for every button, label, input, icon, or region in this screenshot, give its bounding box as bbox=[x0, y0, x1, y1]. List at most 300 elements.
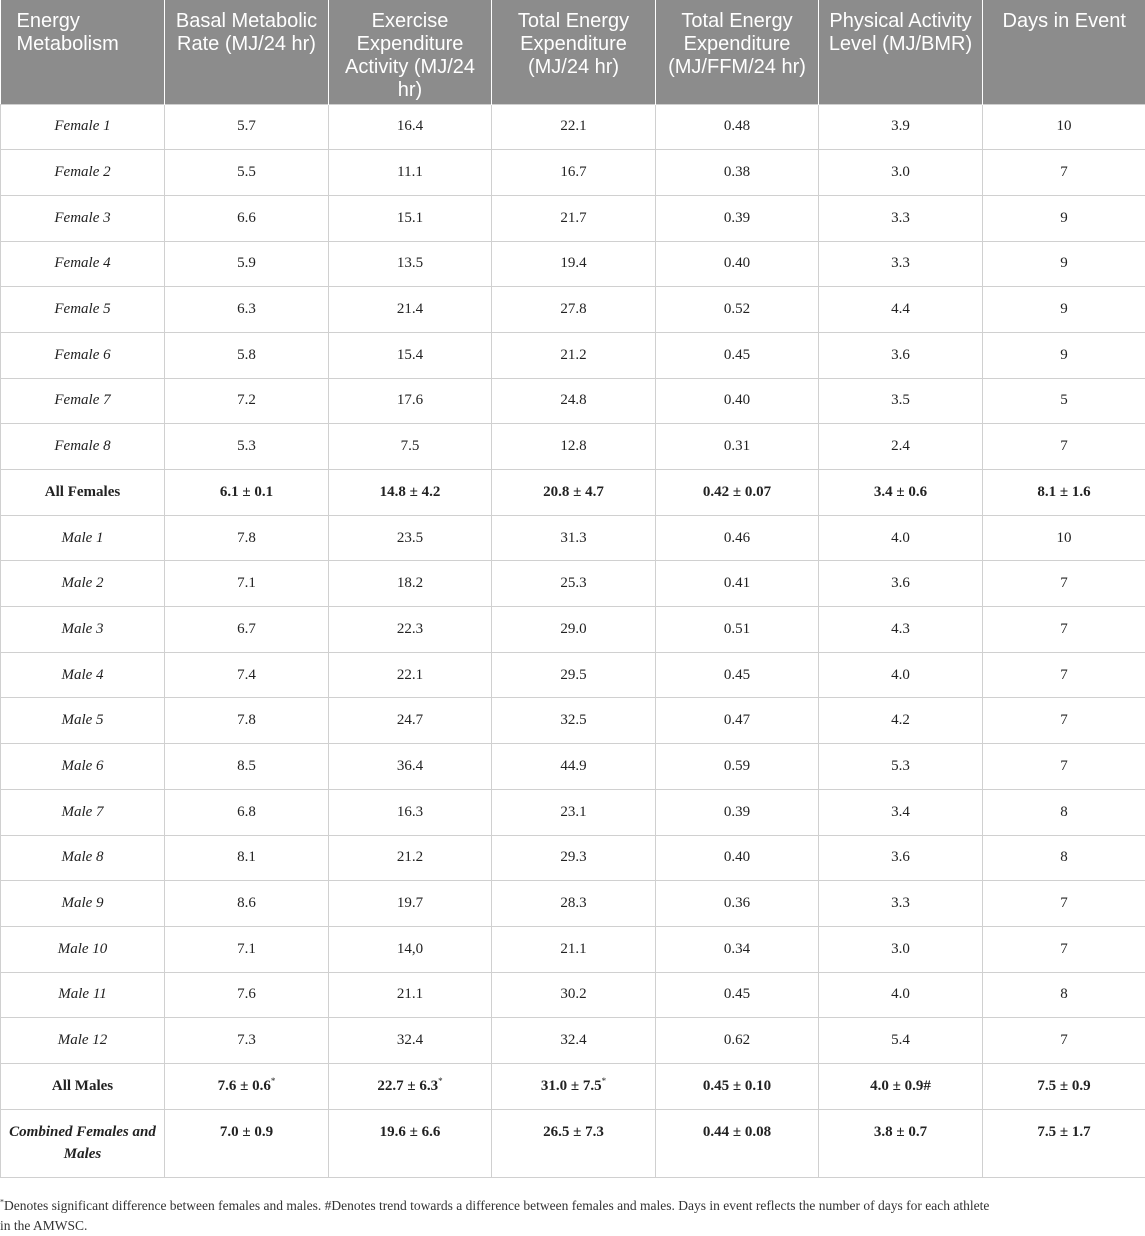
table-cell bbox=[983, 104, 1145, 150]
cell-value: 0.38 bbox=[724, 164, 750, 180]
table-cell bbox=[165, 150, 329, 196]
cell-value: 7 bbox=[1060, 164, 1068, 180]
row-label-cell bbox=[1, 1063, 165, 1109]
cell-value: 0.51 bbox=[724, 621, 750, 637]
row-label-cell bbox=[1, 881, 165, 927]
cell-value: 21.2 bbox=[397, 849, 423, 865]
cell-value: 5.4 bbox=[891, 1032, 910, 1048]
cell-value: 3.5 bbox=[891, 392, 910, 408]
cell-value: 22.7 ± 6.3 bbox=[377, 1078, 438, 1094]
table-cell bbox=[656, 104, 819, 150]
cell-value: 9 bbox=[1060, 255, 1068, 271]
row-label-cell bbox=[1, 652, 165, 698]
significance-mark: * bbox=[271, 1076, 276, 1086]
significance-mark: * bbox=[438, 1076, 443, 1086]
table-cell bbox=[819, 1018, 983, 1064]
cell-value: 0.47 bbox=[724, 712, 750, 728]
cell-value: 15.1 bbox=[397, 210, 423, 226]
table-cell bbox=[329, 744, 492, 790]
table-cell bbox=[656, 607, 819, 653]
table-cell bbox=[983, 241, 1145, 287]
table-row bbox=[1, 195, 1145, 241]
cell-value: 7.3 bbox=[237, 1032, 256, 1048]
table-cell bbox=[656, 332, 819, 378]
table-cell bbox=[492, 926, 656, 972]
header-cell: Total Energy Expenditure (MJ/24 hr) bbox=[492, 0, 656, 104]
table-cell bbox=[329, 515, 492, 561]
table-cell bbox=[492, 789, 656, 835]
table-cell bbox=[492, 698, 656, 744]
table-cell bbox=[983, 1018, 1145, 1064]
table-cell bbox=[165, 972, 329, 1018]
table-row bbox=[1, 698, 1145, 744]
table-cell bbox=[656, 287, 819, 333]
cell-value: 15.4 bbox=[397, 347, 423, 363]
table-cell bbox=[165, 607, 329, 653]
cell-value: 6.3 bbox=[237, 301, 256, 317]
table-cell bbox=[656, 1063, 819, 1109]
header-cell: Physical Activity Level (MJ/BMR) bbox=[819, 0, 983, 104]
table-cell bbox=[819, 561, 983, 607]
table-cell bbox=[656, 470, 819, 516]
cell-value: 29.5 bbox=[560, 667, 586, 683]
cell-value: 8.5 bbox=[237, 758, 256, 774]
table-cell bbox=[165, 1063, 329, 1109]
table-cell bbox=[165, 835, 329, 881]
row-label: Male 11 bbox=[58, 986, 106, 1002]
table-cell bbox=[329, 561, 492, 607]
cell-value: 3.3 bbox=[891, 255, 910, 271]
cell-value: 9 bbox=[1060, 347, 1068, 363]
table-cell bbox=[983, 1063, 1145, 1109]
cell-value: 29.3 bbox=[560, 849, 586, 865]
table-cell bbox=[819, 1109, 983, 1177]
cell-value: 19.7 bbox=[397, 895, 423, 911]
table-cell bbox=[492, 195, 656, 241]
table-row bbox=[1, 972, 1145, 1018]
table-cell bbox=[165, 195, 329, 241]
row-label-cell bbox=[1, 515, 165, 561]
cell-value: 8.1 bbox=[237, 849, 256, 865]
row-label-cell bbox=[1, 789, 165, 835]
cell-value: 9 bbox=[1060, 301, 1068, 317]
table-cell bbox=[983, 607, 1145, 653]
table-cell bbox=[819, 926, 983, 972]
cell-value: 13.5 bbox=[397, 255, 423, 271]
table-cell bbox=[165, 1109, 329, 1177]
row-label: Male 8 bbox=[61, 849, 103, 865]
table-cell bbox=[492, 744, 656, 790]
table-row bbox=[1, 104, 1145, 150]
table-row bbox=[1, 515, 1145, 561]
cell-value: 16.3 bbox=[397, 804, 423, 820]
table-cell bbox=[329, 607, 492, 653]
cell-value: 36.4 bbox=[397, 758, 423, 774]
cell-value: 0.40 bbox=[724, 392, 750, 408]
cell-value: 7.2 bbox=[237, 392, 256, 408]
table-cell bbox=[492, 561, 656, 607]
table-row bbox=[1, 789, 1145, 835]
table-cell bbox=[819, 515, 983, 561]
table-cell bbox=[492, 241, 656, 287]
row-label: Male 7 bbox=[61, 804, 103, 820]
table-cell bbox=[983, 515, 1145, 561]
cell-value: 6.6 bbox=[237, 210, 256, 226]
row-label: Male 5 bbox=[61, 712, 103, 728]
cell-value: 21.7 bbox=[560, 210, 586, 226]
table-cell bbox=[329, 104, 492, 150]
table-cell bbox=[656, 881, 819, 927]
cell-value: 16.7 bbox=[560, 164, 586, 180]
cell-value: 0.48 bbox=[724, 118, 750, 134]
header-cell: Days in Event bbox=[983, 0, 1145, 104]
table-cell bbox=[656, 652, 819, 698]
row-label: Female 2 bbox=[54, 164, 110, 180]
table-cell bbox=[983, 789, 1145, 835]
table-cell bbox=[656, 561, 819, 607]
cell-value: 9 bbox=[1060, 210, 1068, 226]
row-label-cell bbox=[1, 150, 165, 196]
table-cell bbox=[656, 1109, 819, 1177]
table-cell bbox=[165, 104, 329, 150]
table-row bbox=[1, 424, 1145, 470]
table-cell bbox=[329, 926, 492, 972]
table-cell bbox=[656, 424, 819, 470]
table-cell bbox=[329, 195, 492, 241]
cell-value: 0.39 bbox=[724, 210, 750, 226]
cell-value: 0.52 bbox=[724, 301, 750, 317]
table-row bbox=[1, 881, 1145, 927]
table-cell bbox=[819, 332, 983, 378]
row-label-cell bbox=[1, 972, 165, 1018]
table-row bbox=[1, 287, 1145, 333]
table-cell bbox=[983, 195, 1145, 241]
cell-value: 32.4 bbox=[397, 1032, 423, 1048]
table-cell bbox=[492, 424, 656, 470]
cell-value: 7 bbox=[1060, 1032, 1068, 1048]
table-cell bbox=[983, 972, 1145, 1018]
table-cell bbox=[165, 332, 329, 378]
cell-value: 4.4 bbox=[891, 301, 910, 317]
cell-value: 20.8 ± 4.7 bbox=[543, 484, 604, 500]
cell-value: 5.3 bbox=[237, 438, 256, 454]
table-footnote bbox=[0, 1196, 1120, 1236]
table-cell bbox=[656, 972, 819, 1018]
cell-value: 7.5 ± 1.7 bbox=[1037, 1124, 1090, 1140]
header-row bbox=[1, 0, 1145, 104]
cell-value: 7.8 bbox=[237, 712, 256, 728]
table-cell bbox=[165, 515, 329, 561]
cell-value: 7.6 ± 0.6 bbox=[218, 1078, 271, 1094]
table-cell bbox=[656, 1018, 819, 1064]
cell-value: 31.3 bbox=[560, 530, 586, 546]
cell-value: 12.8 bbox=[560, 438, 586, 454]
cell-value: 3.3 bbox=[891, 210, 910, 226]
cell-value: 0.45 ± 0.10 bbox=[703, 1078, 771, 1094]
cell-value: 4.0 ± 0.9# bbox=[870, 1078, 931, 1094]
cell-value: 24.8 bbox=[560, 392, 586, 408]
row-label: Female 7 bbox=[54, 392, 110, 408]
table-cell bbox=[819, 287, 983, 333]
cell-value: 7.4 bbox=[237, 667, 256, 683]
table-cell bbox=[165, 287, 329, 333]
cell-value: 19.6 ± 6.6 bbox=[380, 1124, 441, 1140]
row-label: Female 8 bbox=[54, 438, 110, 454]
table-row bbox=[1, 744, 1145, 790]
row-label: Female 4 bbox=[54, 255, 110, 271]
header-cell: Energy Metabolism bbox=[1, 0, 165, 104]
cell-value: 6.7 bbox=[237, 621, 256, 637]
row-label: Male 3 bbox=[61, 621, 103, 637]
table-cell bbox=[656, 926, 819, 972]
table-row bbox=[1, 332, 1145, 378]
table-cell bbox=[492, 470, 656, 516]
cell-value: 21.2 bbox=[560, 347, 586, 363]
cell-value: 7.6 bbox=[237, 986, 256, 1002]
cell-value: 10 bbox=[1057, 530, 1072, 546]
cell-value: 7 bbox=[1060, 667, 1068, 683]
cell-value: 0.59 bbox=[724, 758, 750, 774]
row-label: Male 2 bbox=[61, 575, 103, 591]
row-label-cell bbox=[1, 698, 165, 744]
cell-value: 0.46 bbox=[724, 530, 750, 546]
cell-value: 0.45 bbox=[724, 986, 750, 1002]
table-cell bbox=[819, 835, 983, 881]
table-cell bbox=[983, 698, 1145, 744]
table-cell bbox=[165, 241, 329, 287]
cell-value: 19.4 bbox=[560, 255, 586, 271]
table-cell bbox=[329, 698, 492, 744]
header-cell: Total Energy Expenditure (MJ/FFM/24 hr) bbox=[656, 0, 819, 104]
cell-value: 3.6 bbox=[891, 347, 910, 363]
cell-value: 31.0 ± 7.5 bbox=[541, 1078, 602, 1094]
cell-value: 5.5 bbox=[237, 164, 256, 180]
header-cell: Exercise Expenditure Activity (MJ/24 hr) bbox=[329, 0, 492, 104]
row-label: All Females bbox=[45, 484, 120, 500]
cell-value: 5.3 bbox=[891, 758, 910, 774]
table-cell bbox=[819, 698, 983, 744]
cell-value: 14,0 bbox=[397, 941, 423, 957]
row-label: Male 12 bbox=[58, 1032, 108, 1048]
table-cell bbox=[983, 652, 1145, 698]
table-cell bbox=[656, 378, 819, 424]
table-row bbox=[1, 835, 1145, 881]
row-label: Male 9 bbox=[61, 895, 103, 911]
cell-value: 23.5 bbox=[397, 530, 423, 546]
cell-value: 8.1 ± 1.6 bbox=[1037, 484, 1090, 500]
cell-value: 29.0 bbox=[560, 621, 586, 637]
table-cell bbox=[492, 332, 656, 378]
cell-value: 6.1 ± 0.1 bbox=[220, 484, 273, 500]
table-cell bbox=[492, 1018, 656, 1064]
table-row bbox=[1, 561, 1145, 607]
cell-value: 0.45 bbox=[724, 667, 750, 683]
row-label-cell bbox=[1, 424, 165, 470]
cell-value: 7 bbox=[1060, 575, 1068, 591]
cell-value: 8.6 bbox=[237, 895, 256, 911]
cell-value: 22.1 bbox=[397, 667, 423, 683]
table-cell bbox=[819, 241, 983, 287]
cell-value: 7.1 bbox=[237, 575, 256, 591]
table-body bbox=[1, 104, 1145, 1177]
table-row bbox=[1, 1018, 1145, 1064]
table-cell bbox=[983, 150, 1145, 196]
cell-value: 28.3 bbox=[560, 895, 586, 911]
table-cell bbox=[165, 698, 329, 744]
table-row bbox=[1, 378, 1145, 424]
row-label: Female 6 bbox=[54, 347, 110, 363]
row-label-cell bbox=[1, 241, 165, 287]
header-cell: Basal Metabolic Rate (MJ/24 hr) bbox=[165, 0, 329, 104]
table-cell bbox=[819, 744, 983, 790]
row-label: Female 5 bbox=[54, 301, 110, 317]
cell-value: 14.8 ± 4.2 bbox=[380, 484, 441, 500]
row-label: Male 4 bbox=[61, 667, 103, 683]
cell-value: 7 bbox=[1060, 941, 1068, 957]
cell-value: 0.40 bbox=[724, 849, 750, 865]
table-cell bbox=[983, 332, 1145, 378]
cell-value: 21.1 bbox=[397, 986, 423, 1002]
cell-value: 8 bbox=[1060, 849, 1068, 865]
row-label-cell bbox=[1, 1109, 165, 1177]
table-header bbox=[1, 0, 1145, 104]
cell-value: 4.0 bbox=[891, 530, 910, 546]
cell-value: 0.62 bbox=[724, 1032, 750, 1048]
table-row bbox=[1, 241, 1145, 287]
table-cell bbox=[165, 378, 329, 424]
cell-value: 7 bbox=[1060, 712, 1068, 728]
table-cell bbox=[329, 972, 492, 1018]
cell-value: 3.3 bbox=[891, 895, 910, 911]
row-label-cell bbox=[1, 104, 165, 150]
row-label: Male 10 bbox=[58, 941, 108, 957]
table-row bbox=[1, 926, 1145, 972]
table-cell bbox=[492, 378, 656, 424]
cell-value: 23.1 bbox=[560, 804, 586, 820]
table-row bbox=[1, 607, 1145, 653]
table-cell bbox=[983, 424, 1145, 470]
footnote-line-2: in the AMWSC. bbox=[0, 1218, 87, 1233]
table-cell bbox=[819, 881, 983, 927]
cell-value: 0.36 bbox=[724, 895, 750, 911]
cell-value: 17.6 bbox=[397, 392, 423, 408]
table-cell bbox=[165, 744, 329, 790]
cell-value: 3.0 bbox=[891, 164, 910, 180]
cell-value: 3.9 bbox=[891, 118, 910, 134]
table-cell bbox=[165, 926, 329, 972]
table-cell bbox=[492, 1063, 656, 1109]
table-cell bbox=[819, 1063, 983, 1109]
table-cell bbox=[329, 881, 492, 927]
table-cell bbox=[492, 881, 656, 927]
cell-value: 6.8 bbox=[237, 804, 256, 820]
table-cell bbox=[819, 378, 983, 424]
table-cell bbox=[983, 470, 1145, 516]
row-label-cell bbox=[1, 607, 165, 653]
cell-value: 4.0 bbox=[891, 986, 910, 1002]
cell-value: 22.3 bbox=[397, 621, 423, 637]
table-cell bbox=[983, 1109, 1145, 1177]
cell-value: 2.4 bbox=[891, 438, 910, 454]
row-label-cell bbox=[1, 1018, 165, 1064]
row-label-cell bbox=[1, 332, 165, 378]
summary-row bbox=[1, 470, 1145, 516]
table-cell bbox=[329, 378, 492, 424]
table-cell bbox=[819, 789, 983, 835]
combined-row bbox=[1, 1109, 1145, 1177]
table-cell bbox=[492, 515, 656, 561]
cell-value: 32.4 bbox=[560, 1032, 586, 1048]
cell-value: 0.44 ± 0.08 bbox=[703, 1124, 771, 1140]
table-cell bbox=[329, 652, 492, 698]
table-cell bbox=[165, 789, 329, 835]
table-cell bbox=[656, 515, 819, 561]
cell-value: 3.0 bbox=[891, 941, 910, 957]
cell-value: 7.5 ± 0.9 bbox=[1037, 1078, 1090, 1094]
table-cell bbox=[492, 150, 656, 196]
row-label-cell bbox=[1, 378, 165, 424]
footnote-mark: * bbox=[0, 1198, 4, 1207]
cell-value: 4.0 bbox=[891, 667, 910, 683]
table-cell bbox=[656, 744, 819, 790]
cell-value: 4.3 bbox=[891, 621, 910, 637]
cell-value: 7 bbox=[1060, 895, 1068, 911]
cell-value: 5.9 bbox=[237, 255, 256, 271]
cell-value: 7 bbox=[1060, 758, 1068, 774]
table-cell bbox=[492, 652, 656, 698]
table-cell bbox=[329, 789, 492, 835]
row-label: Male 1 bbox=[61, 530, 103, 546]
table-cell bbox=[329, 1109, 492, 1177]
cell-value: 0.34 bbox=[724, 941, 750, 957]
cell-value: 7 bbox=[1060, 438, 1068, 454]
cell-value: 0.42 ± 0.07 bbox=[703, 484, 771, 500]
cell-value: 8 bbox=[1060, 804, 1068, 820]
cell-value: 3.4 ± 0.6 bbox=[874, 484, 927, 500]
cell-value: 7.1 bbox=[237, 941, 256, 957]
table-cell bbox=[492, 1109, 656, 1177]
row-label: Male 6 bbox=[61, 758, 103, 774]
cell-value: 7 bbox=[1060, 621, 1068, 637]
table-cell bbox=[656, 150, 819, 196]
row-label-cell bbox=[1, 287, 165, 333]
cell-value: 25.3 bbox=[560, 575, 586, 591]
cell-value: 24.7 bbox=[397, 712, 423, 728]
table-row bbox=[1, 150, 1145, 196]
row-label-cell bbox=[1, 835, 165, 881]
cell-value: 0.40 bbox=[724, 255, 750, 271]
cell-value: 10 bbox=[1057, 118, 1072, 134]
row-label: Combined Females and Males bbox=[9, 1124, 156, 1162]
cell-value: 21.4 bbox=[397, 301, 423, 317]
cell-value: 3.4 bbox=[891, 804, 910, 820]
cell-value: 16.4 bbox=[397, 118, 423, 134]
cell-value: 3.8 ± 0.7 bbox=[874, 1124, 927, 1140]
cell-value: 8 bbox=[1060, 986, 1068, 1002]
table-row bbox=[1, 652, 1145, 698]
table-cell bbox=[983, 744, 1145, 790]
table-cell bbox=[329, 1063, 492, 1109]
cell-value: 0.39 bbox=[724, 804, 750, 820]
table-cell bbox=[492, 287, 656, 333]
table-cell bbox=[165, 470, 329, 516]
table-cell bbox=[819, 470, 983, 516]
cell-value: 7.8 bbox=[237, 530, 256, 546]
table-cell bbox=[329, 424, 492, 470]
row-label: All Males bbox=[52, 1078, 113, 1094]
table-cell bbox=[329, 150, 492, 196]
row-label-cell bbox=[1, 744, 165, 790]
